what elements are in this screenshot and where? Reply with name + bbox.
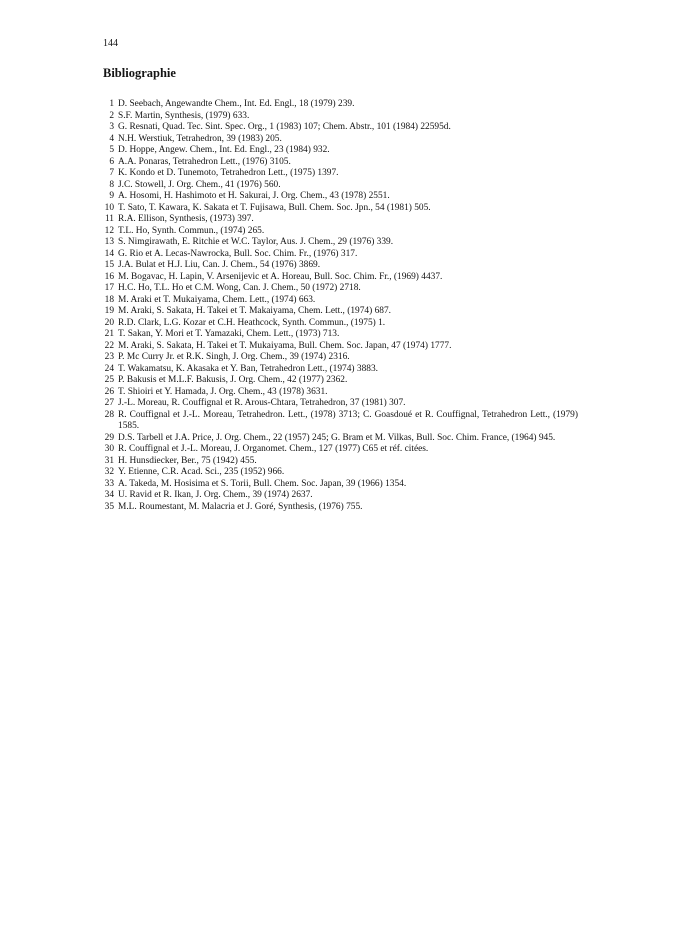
- reference-item: [103, 180, 578, 192]
- reference-text: H.C. Ho, T.L. Ho et C.M. Wong, Can. J. Chem., 50 (1972) 2718.: [118, 283, 361, 293]
- reference-item: [103, 433, 578, 445]
- reference-list: [103, 99, 578, 513]
- reference-item: [103, 364, 578, 376]
- reference-item: [103, 249, 578, 261]
- reference-text: R. Couffignal et J.-L. Moreau, J. Organomet. Chem., 127 (1977) C65 et réf. citées.: [118, 444, 429, 454]
- reference-item: [103, 203, 578, 215]
- reference-text: K. Kondo et D. Tunemoto, Tetrahedron Lett., (1975) 1397.: [118, 168, 339, 178]
- reference-text: R.A. Ellison, Synthesis, (1973) 397.: [118, 214, 254, 224]
- reference-item: [103, 467, 578, 479]
- reference-number: 4: [109, 133, 114, 144]
- reference-item: [103, 260, 578, 272]
- reference-text: G. Rio et A. Lecas-Nawrocka, Bull. Soc. Chim. Fr., (1976) 317.: [118, 248, 358, 259]
- reference-text: R.D. Clark, L.G. Kozar et C.H. Heathcock, Synth. Commun., (1975) 1.: [118, 317, 386, 328]
- reference-number: 34: [104, 490, 114, 500]
- reference-number: 5: [109, 145, 114, 155]
- reference-item: [103, 456, 578, 468]
- reference-number: 31: [104, 455, 114, 466]
- reference-number: 16: [104, 271, 114, 282]
- reference-text: D.S. Tarbell et J.A. Price, J. Org. Chem., 22 (1957) 245; G. Bram et M. Vilkas, Bull. Soc. Chim. France, (1964) 945.: [118, 432, 556, 443]
- reference-item: [103, 410, 578, 433]
- reference-text: J.-L. Moreau, R. Couffignal et R. Arous-Chtara, Tetrahedron, 37 (1981) 307.: [118, 398, 406, 408]
- reference-number: 22: [104, 340, 114, 351]
- reference-text: M. Araki et T. Mukaiyama, Chem. Lett., (1974) 663.: [118, 294, 316, 305]
- reference-number: 17: [104, 283, 114, 293]
- reference-item: [103, 122, 578, 134]
- reference-text: P. Mc Curry Jr. et R.K. Singh, J. Org. Chem., 39 (1974) 2316.: [118, 352, 350, 362]
- reference-text: G. Resnati, Quad. Tec. Sint. Spec. Org., 1 (1983) 107; Chem. Abstr., 101 (1984) 22595d.: [118, 122, 451, 132]
- reference-number: 20: [104, 317, 114, 328]
- reference-text: S.F. Martin, Synthesis, (1979) 633.: [118, 110, 250, 121]
- reference-text: A.A. Ponaras, Tetrahedron Lett., (1976) 3105.: [118, 156, 291, 167]
- reference-text: P. Bakusis et M.L.F. Bakusis, J. Org. Chem., 42 (1977) 2362.: [118, 375, 348, 385]
- reference-text: S. Nimgirawath, E. Ritchie et W.C. Taylor, Aus. J. Chem., 29 (1976) 339.: [118, 237, 394, 247]
- reference-number: 10: [104, 202, 114, 213]
- reference-item: [103, 157, 578, 169]
- reference-text: M. Araki, S. Sakata, H. Takei et T. Mukaiyama, Bull. Chem. Soc. Japan, 47 (1974) 1777.: [118, 340, 452, 351]
- reference-number: 35: [104, 501, 114, 512]
- reference-text: M. Bogavac, H. Lapin, V. Arsenijevic et A. Horeau, Bull. Soc. Chim. Fr., (1969) 4437.: [118, 271, 443, 282]
- reference-item: [103, 214, 578, 226]
- reference-item: [103, 318, 578, 330]
- reference-item: [103, 295, 578, 307]
- reference-item: [103, 341, 578, 353]
- reference-text: T. Wakamatsu, K. Akasaka et Y. Ban, Tetrahedron Lett., (1974) 3883.: [118, 363, 378, 374]
- reference-number: 30: [104, 444, 114, 454]
- reference-text: T. Sakan, Y. Mori et T. Yamazaki, Chem. Lett., (1973) 713.: [118, 329, 340, 339]
- reference-number: 25: [104, 375, 114, 385]
- reference-text: D. Seebach, Angewandte Chem., Int. Ed. Engl., 18 (1979) 239.: [118, 99, 355, 109]
- reference-number: 9: [109, 191, 114, 201]
- reference-item: [103, 329, 578, 341]
- reference-item: [103, 283, 578, 295]
- reference-item: [103, 226, 578, 238]
- reference-item: [103, 306, 578, 318]
- reference-item: [103, 168, 578, 180]
- reference-number: 12: [104, 225, 114, 236]
- reference-number: 11: [104, 214, 114, 224]
- reference-item: [103, 490, 578, 502]
- reference-number: 24: [104, 363, 114, 374]
- reference-item: [103, 272, 578, 284]
- reference-item: [103, 352, 578, 364]
- reference-number: 27: [104, 398, 114, 408]
- reference-item: [103, 398, 578, 410]
- reference-item: [103, 111, 578, 123]
- reference-number: 6: [109, 156, 114, 167]
- reference-text: T. Sato, T. Kawara, K. Sakata et T. Fujisawa, Bull. Chem. Soc. Jpn., 54 (1981) 505.: [118, 202, 431, 213]
- reference-number: 2: [109, 110, 114, 121]
- reference-text: H. Hunsdiecker, Ber., 75 (1942) 455.: [118, 455, 257, 466]
- reference-item: [103, 145, 578, 157]
- reference-text: A. Takeda, M. Hosisima et S. Torii, Bull. Chem. Soc. Japan, 39 (1966) 1354.: [118, 478, 407, 489]
- page-number: 144: [103, 38, 118, 49]
- reference-item: [103, 502, 578, 514]
- reference-text: Y. Etienne, C.R. Acad. Sci., 235 (1952) 966.: [118, 467, 285, 477]
- reference-text: T.L. Ho, Synth. Commun., (1974) 265.: [118, 225, 265, 236]
- reference-text: M. Araki, S. Sakata, H. Takei et T. Makaiyama, Chem. Lett., (1974) 687.: [118, 306, 391, 316]
- reference-number: 33: [104, 478, 114, 489]
- reference-number: 26: [104, 386, 114, 397]
- reference-item: [103, 479, 578, 491]
- reference-number: 1: [109, 99, 114, 109]
- reference-text: T. Shioiri et Y. Hamada, J. Org. Chem., 43 (1978) 3631.: [118, 386, 328, 397]
- reference-text: N.H. Werstiuk, Tetrahedron, 39 (1983) 205.: [118, 133, 282, 144]
- reference-item: [103, 134, 578, 146]
- reference-item: [103, 375, 578, 387]
- reference-number: 7: [109, 168, 114, 178]
- section-heading: Bibliographie: [103, 66, 176, 80]
- reference-number: 19: [104, 306, 114, 316]
- reference-item: [103, 444, 578, 456]
- reference-number: 28: [104, 409, 114, 420]
- reference-text: R. Couffignal et J.-L. Moreau, Tetrahedron. Lett., (1978) 3713; C. Goasdoué et R. Couffignal, Tetrahedron Lett., (1979) 1585.: [118, 409, 578, 431]
- reference-number: 8: [109, 179, 114, 190]
- reference-item: [103, 387, 578, 399]
- reference-number: 3: [109, 122, 114, 132]
- reference-text: U. Ravid et R. Ikan, J. Org. Chem., 39 (1974) 2637.: [118, 490, 313, 500]
- reference-text: M.L. Roumestant, M. Malacria et J. Goré, Synthesis, (1976) 755.: [118, 501, 363, 512]
- reference-text: D. Hoppe, Angew. Chem., Int. Ed. Engl., 23 (1984) 932.: [118, 145, 330, 155]
- reference-number: 23: [104, 352, 114, 362]
- reference-item: [103, 237, 578, 249]
- reference-number: 21: [104, 329, 114, 339]
- reference-number: 14: [104, 248, 114, 259]
- reference-number: 15: [104, 260, 114, 270]
- reference-number: 29: [104, 432, 114, 443]
- reference-item: [103, 99, 578, 111]
- reference-text: A. Hosomi, H. Hashimoto et H. Sakurai, J. Org. Chem., 43 (1978) 2551.: [118, 191, 390, 201]
- reference-number: 13: [104, 237, 114, 247]
- reference-text: J.A. Bulat et H.J. Liu, Can. J. Chem., 54 (1976) 3869.: [118, 260, 321, 270]
- reference-item: [103, 191, 578, 203]
- reference-number: 18: [104, 294, 114, 305]
- reference-number: 32: [104, 467, 114, 477]
- reference-text: J.C. Stowell, J. Org. Chem., 41 (1976) 560.: [118, 179, 281, 190]
